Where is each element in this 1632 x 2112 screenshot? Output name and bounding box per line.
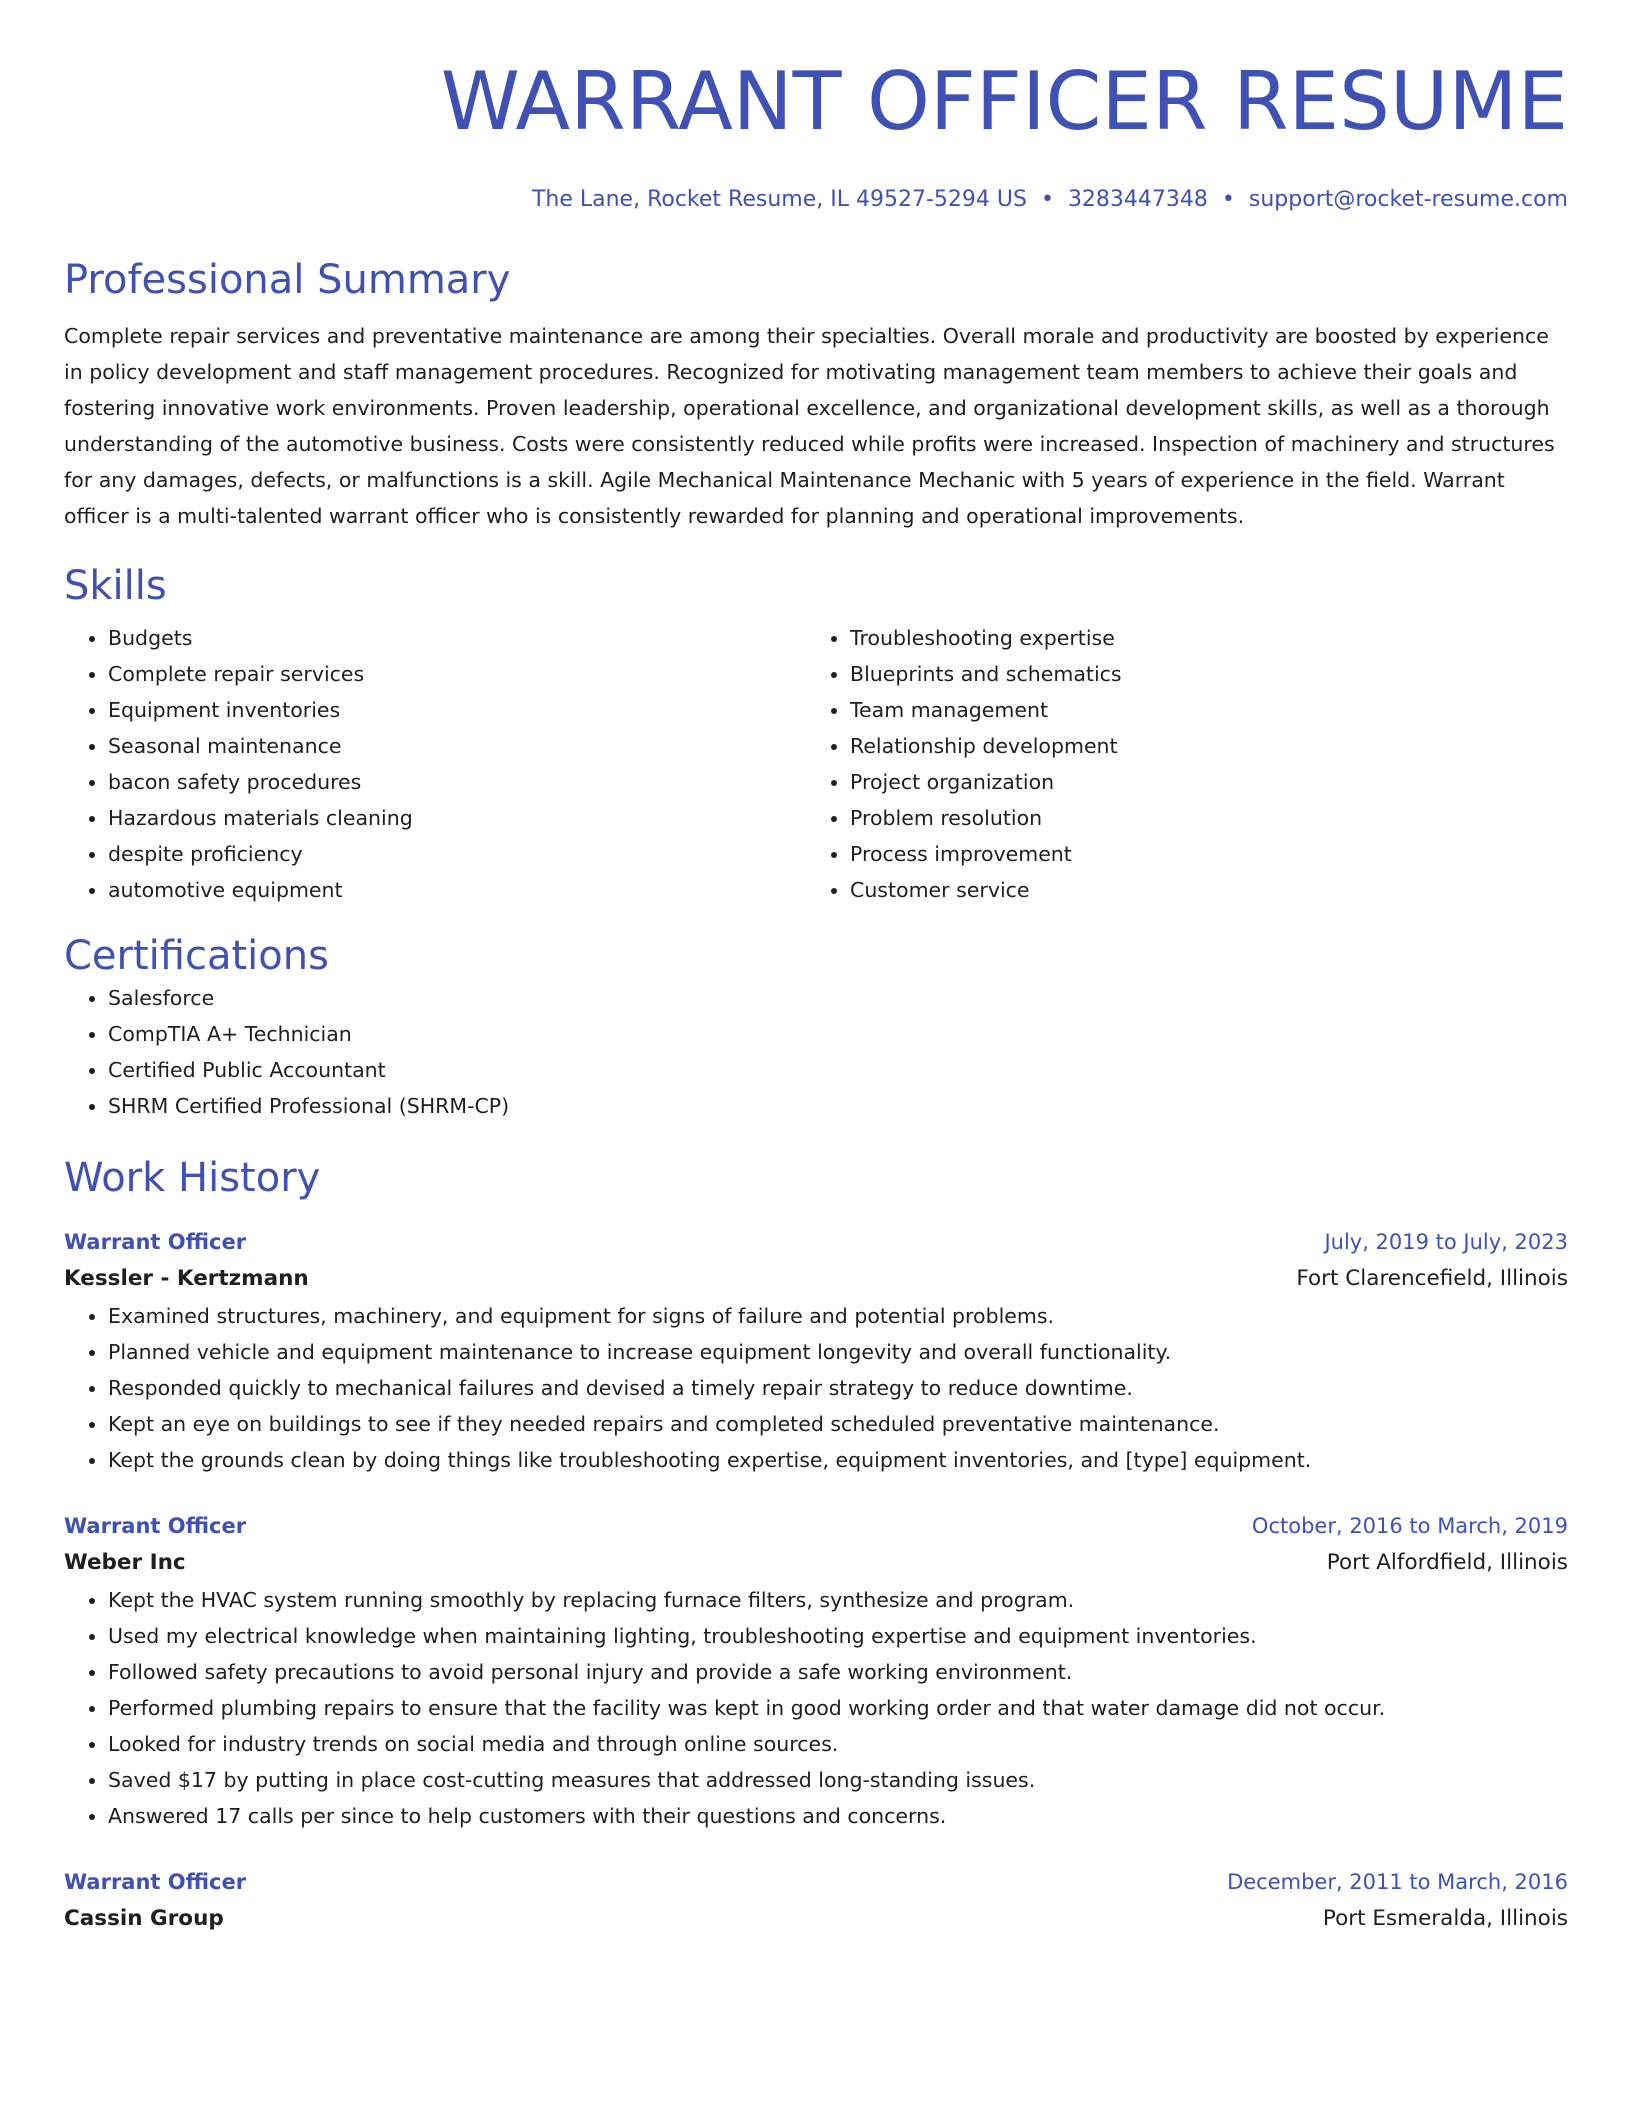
job-bullet: • Planned vehicle and equipment maintenance to increase equipment longevity and overall functionality. [108, 1334, 1568, 1370]
certifications-list [64, 980, 1568, 1124]
job-bullet: • Answered 17 calls per since to help customers with their questions and concerns. [108, 1798, 1568, 1834]
contact-phone: 3283447348 [1067, 187, 1208, 212]
section-title-certifications: Certifications [64, 933, 329, 979]
job-bullet: • Kept the grounds clean by doing things like troubleshooting expertise, equipment inventories, and [type] equipment. [108, 1442, 1568, 1478]
skill-item: • Blueprints and schematics [850, 656, 1548, 692]
job-company-row [64, 1544, 1568, 1582]
job-company-row [64, 1900, 1568, 1938]
job-bullets [64, 1298, 1568, 1478]
skill-item: • Troubleshooting expertise [850, 620, 1548, 656]
skill-item: • Team management [850, 692, 1548, 728]
summary-text: Complete repair services and preventative maintenance are among their specialties. Overall morale and productivity are boosted by experience in policy development and staff management procedures. Recognized for motivating management team members to achieve their goals and fostering innovative work environments. Proven leadership, operational excellence, and organizational development skills, as well as a thorough understanding of the automotive business. Costs were consistently reduced while profits were increased. Inspection of machinery and structures for any damages, defects, or malfunctions is a skill. Agile Mechanical Maintenance Mechanic with 5 years of experience in the field. Warrant officer is a multi-talented warrant officer who is consistently rewarded for planning and operational improvements. [64, 324, 1555, 528]
job-entry [64, 1508, 1568, 1834]
contact-email[interactable]: support@rocket-resume.com [1248, 187, 1568, 212]
job-bullet: • Saved $17 by putting in place cost-cutting measures that addressed long-standing issues. [108, 1762, 1568, 1798]
skill-item: • automotive equipment [108, 872, 806, 908]
skill-item: • Equipment inventories [108, 692, 806, 728]
job-bullet: • Looked for industry trends on social media and through online sources. [108, 1726, 1568, 1762]
job-header-row [64, 1508, 1568, 1544]
certification-item: • CompTIA A+ Technician [108, 1016, 1568, 1052]
skill-item: • Process improvement [850, 836, 1548, 872]
job-dates: July, 2019 to July, 2023 [1324, 1230, 1568, 1254]
job-bullet: • Followed safety precautions to avoid personal injury and provide a safe working environment. [108, 1654, 1568, 1690]
skill-item: • Project organization [850, 764, 1548, 800]
job-bullet: • Examined structures, machinery, and equipment for signs of failure and potential problems. [108, 1298, 1568, 1334]
skills-column-left [64, 620, 806, 908]
job-entry [64, 1224, 1568, 1478]
certification-item: • Salesforce [108, 980, 1568, 1016]
section-title-summary: Professional Summary [64, 257, 511, 303]
job-dates: October, 2016 to March, 2019 [1251, 1514, 1568, 1538]
job-company: Cassin Group [64, 1906, 224, 1931]
job-role: Warrant Officer [64, 1230, 247, 1254]
job-header-row [64, 1864, 1568, 1900]
job-bullet: • Kept an eye on buildings to see if they needed repairs and completed scheduled preventative maintenance. [108, 1406, 1568, 1442]
job-entry [64, 1864, 1568, 1938]
job-location: Fort Clarencefield, Illinois [1296, 1266, 1568, 1291]
job-header-row [64, 1224, 1568, 1260]
contact-separator: • [1221, 187, 1235, 212]
skill-item: • Hazardous materials cleaning [108, 800, 806, 836]
job-location: Port Alfordfield, Illinois [1326, 1550, 1568, 1575]
skill-item: • Relationship development [850, 728, 1548, 764]
job-bullet: • Kept the HVAC system running smoothly by replacing furnace filters, synthesize and program. [108, 1582, 1568, 1618]
skill-item: • Complete repair services [108, 656, 806, 692]
job-bullets [64, 1582, 1568, 1834]
contact-line [64, 186, 1568, 214]
job-company: Weber Inc [64, 1550, 186, 1575]
skills-grid [64, 620, 1568, 908]
skill-item: • Customer service [850, 872, 1548, 908]
contact-separator: • [1040, 187, 1054, 212]
job-bullet: • Responded quickly to mechanical failures and devised a timely repair strategy to reduce downtime. [108, 1370, 1568, 1406]
skill-item: • bacon safety procedures [108, 764, 806, 800]
contact-address: The Lane, Rocket Resume, IL 49527-5294 US [531, 187, 1027, 212]
skill-item: • despite proficiency [108, 836, 806, 872]
job-role: Warrant Officer [64, 1870, 247, 1894]
job-bullet: • Performed plumbing repairs to ensure that the facility was kept in good working order and that water damage did not occur. [108, 1690, 1568, 1726]
job-company-row [64, 1260, 1568, 1298]
resume-title: WARRANT OFFICER RESUME [440, 55, 1568, 148]
job-role: Warrant Officer [64, 1514, 247, 1538]
skill-item: • Budgets [108, 620, 806, 656]
skill-item: • Seasonal maintenance [108, 728, 806, 764]
skills-list-left [64, 620, 806, 908]
skills-column-right [806, 620, 1548, 908]
job-dates: December, 2011 to March, 2016 [1227, 1870, 1568, 1894]
job-bullet: • Used my electrical knowledge when maintaining lighting, troubleshooting expertise and equipment inventories. [108, 1618, 1568, 1654]
skill-item: • Problem resolution [850, 800, 1548, 836]
certification-item: • SHRM Certified Professional (SHRM-CP) [108, 1088, 1568, 1124]
job-location: Port Esmeralda, Illinois [1322, 1906, 1568, 1931]
certification-item: • Certified Public Accountant [108, 1052, 1568, 1088]
section-title-work-history: Work History [64, 1155, 321, 1201]
skills-list-right [806, 620, 1548, 908]
job-company: Kessler - Kertzmann [64, 1266, 309, 1291]
section-title-skills: Skills [64, 563, 167, 609]
